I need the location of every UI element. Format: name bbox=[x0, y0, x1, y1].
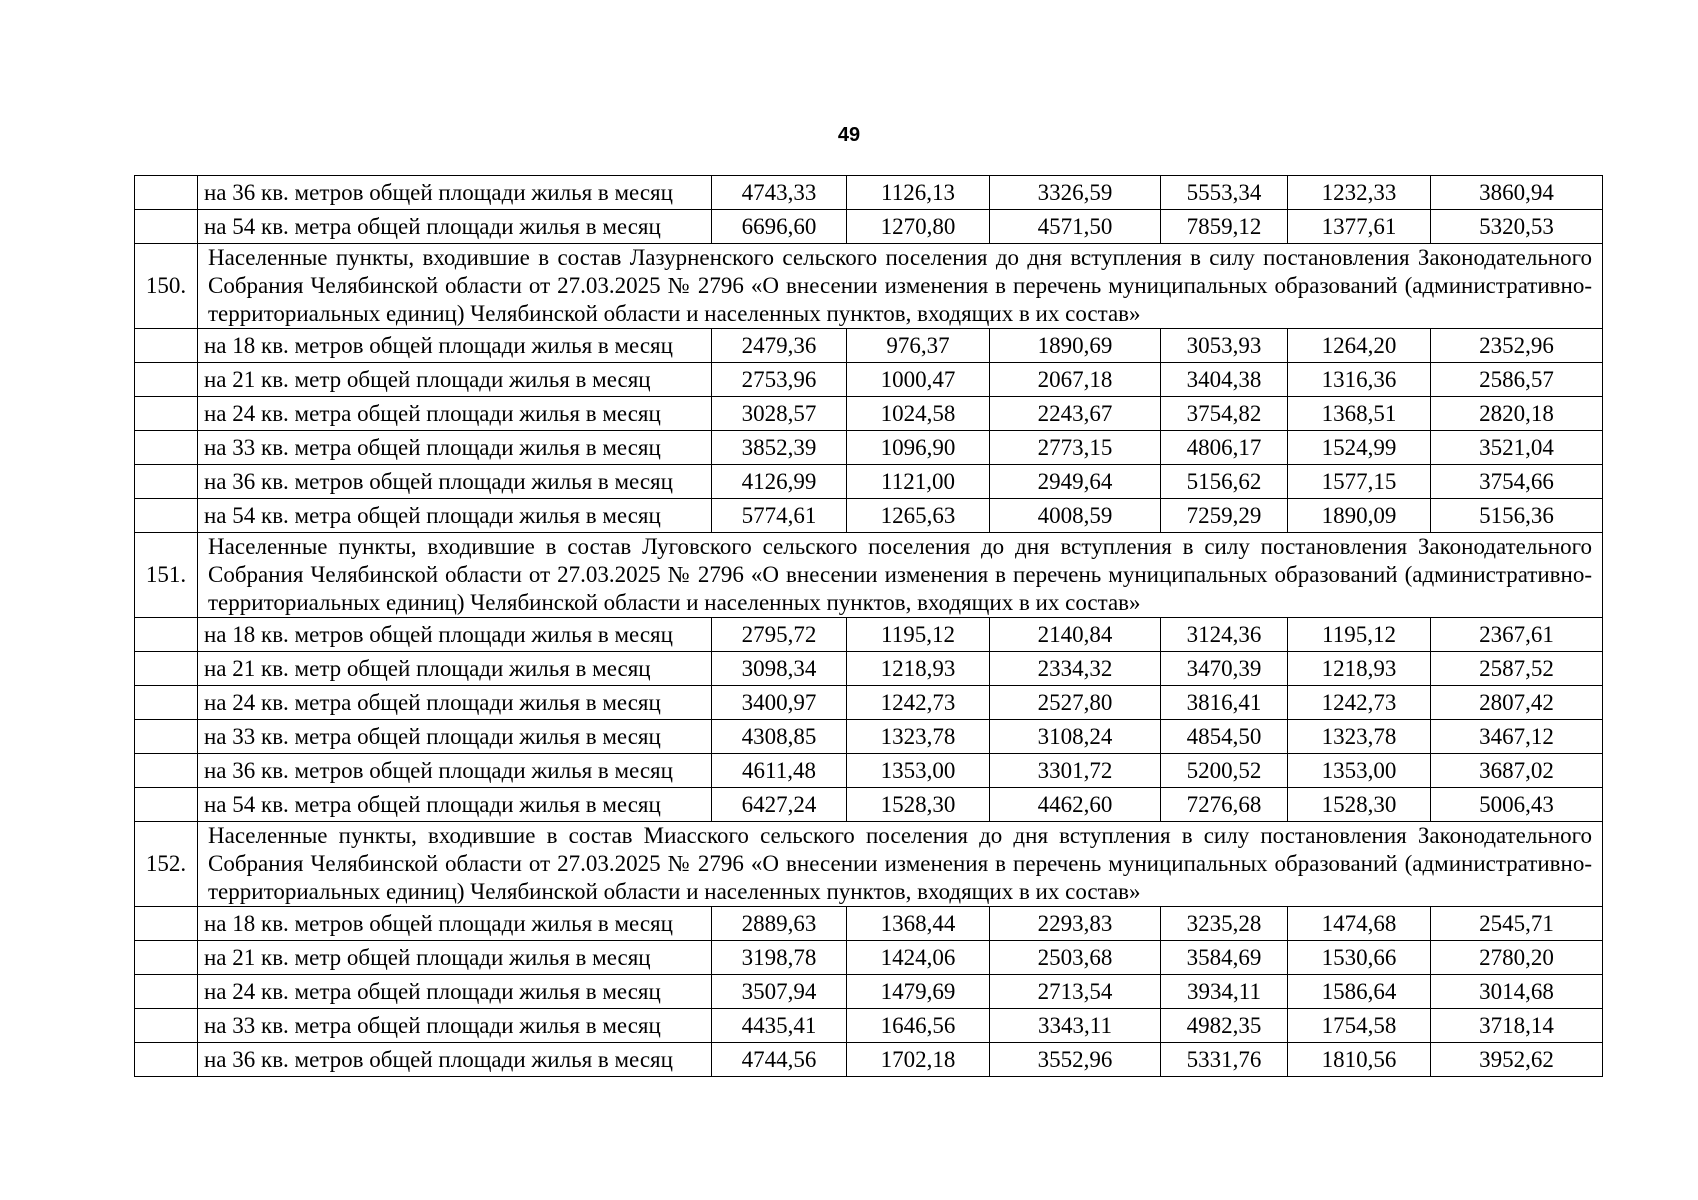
value-cell: 3301,72 bbox=[990, 754, 1161, 788]
value-cell: 6427,24 bbox=[712, 788, 847, 822]
row-number-cell bbox=[135, 975, 198, 1009]
row-number-cell bbox=[135, 465, 198, 499]
value-cell: 4982,35 bbox=[1161, 1009, 1288, 1043]
value-cell: 1524,99 bbox=[1288, 431, 1431, 465]
value-cell: 1474,68 bbox=[1288, 907, 1431, 941]
value-cell: 2587,52 bbox=[1431, 652, 1603, 686]
group-number: 151. bbox=[135, 533, 198, 618]
value-cell: 1810,56 bbox=[1288, 1043, 1431, 1077]
table-row bbox=[135, 788, 1603, 822]
value-cell: 2243,67 bbox=[990, 397, 1161, 431]
value-cell: 2753,96 bbox=[712, 363, 847, 397]
value-cell: 1121,00 bbox=[847, 465, 990, 499]
row-number-cell bbox=[135, 907, 198, 941]
value-cell: 3816,41 bbox=[1161, 686, 1288, 720]
row-label: на 33 кв. метра общей площади жилья в месяц bbox=[198, 431, 712, 465]
value-cell: 4308,85 bbox=[712, 720, 847, 754]
value-cell: 1530,66 bbox=[1288, 941, 1431, 975]
table-row bbox=[135, 176, 1603, 210]
value-cell: 2067,18 bbox=[990, 363, 1161, 397]
value-cell: 3552,96 bbox=[990, 1043, 1161, 1077]
table-row bbox=[135, 363, 1603, 397]
value-cell: 1323,78 bbox=[847, 720, 990, 754]
row-label: на 18 кв. метров общей площади жилья в месяц bbox=[198, 329, 712, 363]
value-cell: 2352,96 bbox=[1431, 329, 1603, 363]
row-number-cell bbox=[135, 329, 198, 363]
row-label: на 36 кв. метров общей площади жилья в месяц bbox=[198, 754, 712, 788]
value-cell: 1702,18 bbox=[847, 1043, 990, 1077]
group-header-row bbox=[135, 244, 1603, 329]
row-label: на 24 кв. метра общей площади жилья в месяц bbox=[198, 975, 712, 1009]
value-cell: 3028,57 bbox=[712, 397, 847, 431]
value-cell: 3860,94 bbox=[1431, 176, 1603, 210]
row-number-cell bbox=[135, 686, 198, 720]
value-cell: 5774,61 bbox=[712, 499, 847, 533]
value-cell: 4126,99 bbox=[712, 465, 847, 499]
row-label: на 54 кв. метра общей площади жилья в месяц bbox=[198, 499, 712, 533]
table-row bbox=[135, 397, 1603, 431]
value-cell: 3014,68 bbox=[1431, 975, 1603, 1009]
value-cell: 4744,56 bbox=[712, 1043, 847, 1077]
value-cell: 2140,84 bbox=[990, 618, 1161, 652]
value-cell: 5553,34 bbox=[1161, 176, 1288, 210]
value-cell: 1024,58 bbox=[847, 397, 990, 431]
value-cell: 4435,41 bbox=[712, 1009, 847, 1043]
row-number-cell bbox=[135, 363, 198, 397]
row-number-cell bbox=[135, 652, 198, 686]
value-cell: 4571,50 bbox=[990, 210, 1161, 244]
row-number-cell bbox=[135, 788, 198, 822]
row-label: на 21 кв. метр общей площади жилья в месяц bbox=[198, 363, 712, 397]
row-number-cell bbox=[135, 210, 198, 244]
value-cell: 1323,78 bbox=[1288, 720, 1431, 754]
value-cell: 2334,32 bbox=[990, 652, 1161, 686]
value-cell: 4743,33 bbox=[712, 176, 847, 210]
group-description: Населенные пункты, входившие в состав Лазурненского сельского поселения до дня вступления в силу постановления Законодательного Собрания Челябинской области от 27.03.2025 № 2796 «О внесении изменения в перечень муниципальных образований (административно-территориальных единиц) Челябинской области и населенных пунктов, входящих в их состав» bbox=[198, 244, 1603, 329]
row-number-cell bbox=[135, 754, 198, 788]
table-row bbox=[135, 754, 1603, 788]
value-cell: 2773,15 bbox=[990, 431, 1161, 465]
value-cell: 3754,82 bbox=[1161, 397, 1288, 431]
row-number-cell bbox=[135, 397, 198, 431]
row-label: на 33 кв. метра общей площади жилья в месяц bbox=[198, 1009, 712, 1043]
group-header-row bbox=[135, 822, 1603, 907]
value-cell: 1000,47 bbox=[847, 363, 990, 397]
value-cell: 1368,44 bbox=[847, 907, 990, 941]
value-cell: 1096,90 bbox=[847, 431, 990, 465]
row-number-cell bbox=[135, 1009, 198, 1043]
value-cell: 4462,60 bbox=[990, 788, 1161, 822]
value-cell: 1586,64 bbox=[1288, 975, 1431, 1009]
table-row bbox=[135, 941, 1603, 975]
value-cell: 3521,04 bbox=[1431, 431, 1603, 465]
value-cell: 3198,78 bbox=[712, 941, 847, 975]
table-row bbox=[135, 618, 1603, 652]
value-cell: 2527,80 bbox=[990, 686, 1161, 720]
value-cell: 1218,93 bbox=[1288, 652, 1431, 686]
row-number-cell bbox=[135, 618, 198, 652]
value-cell: 5006,43 bbox=[1431, 788, 1603, 822]
value-cell: 3343,11 bbox=[990, 1009, 1161, 1043]
value-cell: 3852,39 bbox=[712, 431, 847, 465]
value-cell: 2949,64 bbox=[990, 465, 1161, 499]
table-row bbox=[135, 499, 1603, 533]
value-cell: 1270,80 bbox=[847, 210, 990, 244]
value-cell: 1232,33 bbox=[1288, 176, 1431, 210]
value-cell: 3108,24 bbox=[990, 720, 1161, 754]
value-cell: 3584,69 bbox=[1161, 941, 1288, 975]
row-number-cell bbox=[135, 941, 198, 975]
value-cell: 3404,38 bbox=[1161, 363, 1288, 397]
row-label: на 54 кв. метра общей площади жилья в месяц bbox=[198, 788, 712, 822]
value-cell: 2889,63 bbox=[712, 907, 847, 941]
value-cell: 3053,93 bbox=[1161, 329, 1288, 363]
value-cell: 4854,50 bbox=[1161, 720, 1288, 754]
value-cell: 2503,68 bbox=[990, 941, 1161, 975]
table-row bbox=[135, 465, 1603, 499]
row-label: на 18 кв. метров общей площади жилья в месяц bbox=[198, 907, 712, 941]
value-cell: 3934,11 bbox=[1161, 975, 1288, 1009]
value-cell: 6696,60 bbox=[712, 210, 847, 244]
row-label: на 54 кв. метра общей площади жилья в месяц bbox=[198, 210, 712, 244]
value-cell: 3235,28 bbox=[1161, 907, 1288, 941]
value-cell: 4806,17 bbox=[1161, 431, 1288, 465]
value-cell: 1265,63 bbox=[847, 499, 990, 533]
value-cell: 3754,66 bbox=[1431, 465, 1603, 499]
value-cell: 1754,58 bbox=[1288, 1009, 1431, 1043]
value-cell: 3467,12 bbox=[1431, 720, 1603, 754]
value-cell: 1353,00 bbox=[847, 754, 990, 788]
value-cell: 1479,69 bbox=[847, 975, 990, 1009]
row-number-cell bbox=[135, 431, 198, 465]
row-label: на 24 кв. метра общей площади жилья в месяц bbox=[198, 686, 712, 720]
value-cell: 2545,71 bbox=[1431, 907, 1603, 941]
row-label: на 24 кв. метра общей площади жилья в месяц bbox=[198, 397, 712, 431]
row-label: на 21 кв. метр общей площади жилья в месяц bbox=[198, 941, 712, 975]
value-cell: 1195,12 bbox=[1288, 618, 1431, 652]
value-cell: 5156,36 bbox=[1431, 499, 1603, 533]
value-cell: 1195,12 bbox=[847, 618, 990, 652]
value-cell: 2293,83 bbox=[990, 907, 1161, 941]
row-label: на 36 кв. метров общей площади жилья в месяц bbox=[198, 176, 712, 210]
value-cell: 1528,30 bbox=[1288, 788, 1431, 822]
value-cell: 5320,53 bbox=[1431, 210, 1603, 244]
row-label: на 33 кв. метра общей площади жилья в месяц bbox=[198, 720, 712, 754]
value-cell: 1528,30 bbox=[847, 788, 990, 822]
value-cell: 1218,93 bbox=[847, 652, 990, 686]
value-cell: 7259,29 bbox=[1161, 499, 1288, 533]
table-row bbox=[135, 975, 1603, 1009]
group-description: Населенные пункты, входившие в состав Миасского сельского поселения до дня вступления в силу постановления Законодательного Собрания Челябинской области от 27.03.2025 № 2796 «О внесении изменения в перечень муниципальных образований (административно-территориальных единиц) Челябинской области и населенных пунктов, входящих в их состав» bbox=[198, 822, 1603, 907]
value-cell: 4611,48 bbox=[712, 754, 847, 788]
table-row bbox=[135, 1043, 1603, 1077]
value-cell: 2795,72 bbox=[712, 618, 847, 652]
value-cell: 2586,57 bbox=[1431, 363, 1603, 397]
group-number: 152. bbox=[135, 822, 198, 907]
value-cell: 3470,39 bbox=[1161, 652, 1288, 686]
value-cell: 3400,97 bbox=[712, 686, 847, 720]
row-label: на 36 кв. метров общей площади жилья в месяц bbox=[198, 465, 712, 499]
value-cell: 2820,18 bbox=[1431, 397, 1603, 431]
value-cell: 1890,69 bbox=[990, 329, 1161, 363]
table-row bbox=[135, 431, 1603, 465]
value-cell: 3326,59 bbox=[990, 176, 1161, 210]
row-label: на 36 кв. метров общей площади жилья в месяц bbox=[198, 1043, 712, 1077]
value-cell: 3952,62 bbox=[1431, 1043, 1603, 1077]
value-cell: 1890,09 bbox=[1288, 499, 1431, 533]
value-cell: 4008,59 bbox=[990, 499, 1161, 533]
value-cell: 1316,36 bbox=[1288, 363, 1431, 397]
value-cell: 2807,42 bbox=[1431, 686, 1603, 720]
table-row bbox=[135, 652, 1603, 686]
value-cell: 3124,36 bbox=[1161, 618, 1288, 652]
value-cell: 7859,12 bbox=[1161, 210, 1288, 244]
value-cell: 1126,13 bbox=[847, 176, 990, 210]
group-header-row bbox=[135, 533, 1603, 618]
value-cell: 1577,15 bbox=[1288, 465, 1431, 499]
value-cell: 976,37 bbox=[847, 329, 990, 363]
value-cell: 3507,94 bbox=[712, 975, 847, 1009]
table-row bbox=[135, 907, 1603, 941]
row-number-cell bbox=[135, 1043, 198, 1077]
value-cell: 7276,68 bbox=[1161, 788, 1288, 822]
value-cell: 1264,20 bbox=[1288, 329, 1431, 363]
row-number-cell bbox=[135, 499, 198, 533]
value-cell: 1377,61 bbox=[1288, 210, 1431, 244]
group-number: 150. bbox=[135, 244, 198, 329]
table-row bbox=[135, 686, 1603, 720]
table-row bbox=[135, 210, 1603, 244]
value-cell: 3718,14 bbox=[1431, 1009, 1603, 1043]
value-cell: 1242,73 bbox=[847, 686, 990, 720]
value-cell: 1368,51 bbox=[1288, 397, 1431, 431]
table-row bbox=[135, 329, 1603, 363]
row-number-cell bbox=[135, 720, 198, 754]
table-row bbox=[135, 720, 1603, 754]
row-label: на 18 кв. метров общей площади жилья в месяц bbox=[198, 618, 712, 652]
value-cell: 1646,56 bbox=[847, 1009, 990, 1043]
row-label: на 21 кв. метр общей площади жилья в месяц bbox=[198, 652, 712, 686]
table-row bbox=[135, 1009, 1603, 1043]
value-cell: 2367,61 bbox=[1431, 618, 1603, 652]
value-cell: 5331,76 bbox=[1161, 1043, 1288, 1077]
row-number-cell bbox=[135, 176, 198, 210]
tariff-table bbox=[134, 175, 1603, 1077]
value-cell: 1353,00 bbox=[1288, 754, 1431, 788]
value-cell: 3098,34 bbox=[712, 652, 847, 686]
value-cell: 2780,20 bbox=[1431, 941, 1603, 975]
value-cell: 1242,73 bbox=[1288, 686, 1431, 720]
value-cell: 5200,52 bbox=[1161, 754, 1288, 788]
group-description: Населенные пункты, входившие в состав Луговского сельского поселения до дня вступления в силу постановления Законодательного Собрания Челябинской области от 27.03.2025 № 2796 «О внесении изменения в перечень муниципальных образований (административно-территориальных единиц) Челябинской области и населенных пунктов, входящих в их состав» bbox=[198, 533, 1603, 618]
value-cell: 3687,02 bbox=[1431, 754, 1603, 788]
value-cell: 5156,62 bbox=[1161, 465, 1288, 499]
page-number: 49 bbox=[837, 124, 861, 146]
value-cell: 2713,54 bbox=[990, 975, 1161, 1009]
value-cell: 1424,06 bbox=[847, 941, 990, 975]
value-cell: 2479,36 bbox=[712, 329, 847, 363]
